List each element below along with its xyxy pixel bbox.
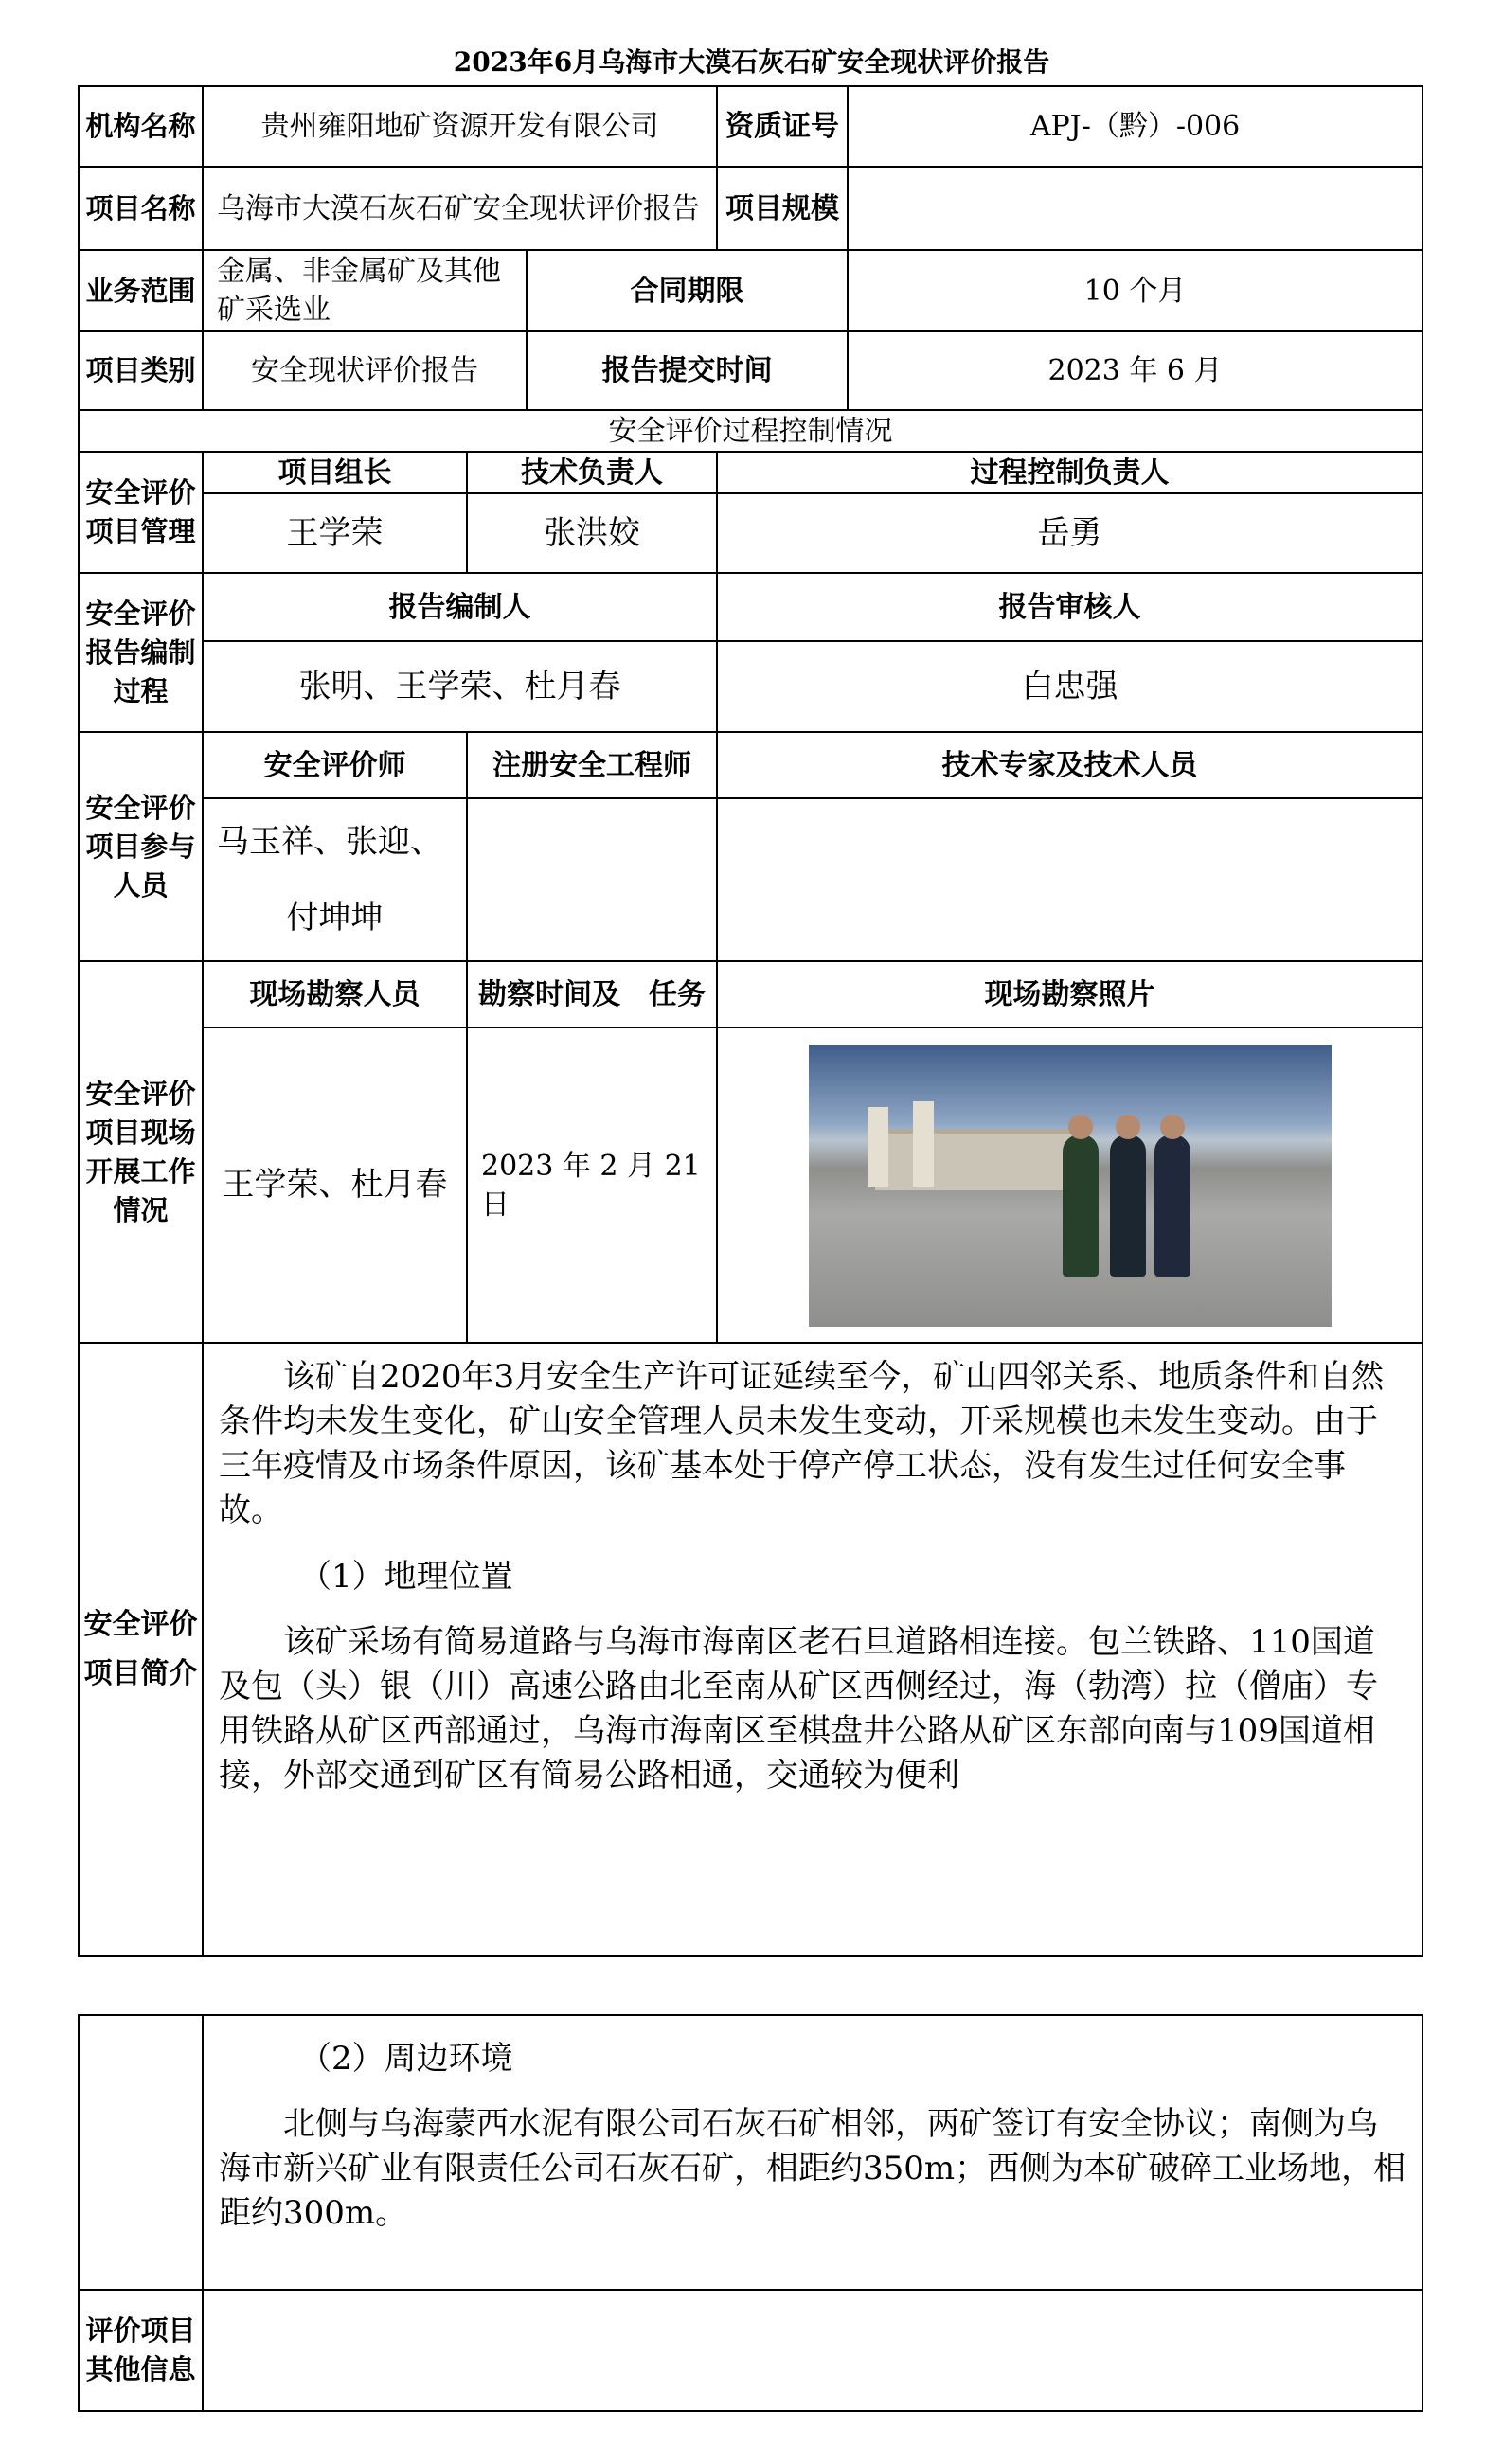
time-value: 2023 年 2 月 21 日 bbox=[467, 1027, 717, 1343]
compilation-label: 安全评价报告编制过程 bbox=[79, 573, 203, 732]
other-info-value bbox=[203, 2290, 1422, 2411]
scale-value bbox=[848, 167, 1422, 250]
intro-body bbox=[203, 1343, 1422, 1956]
engineer-value bbox=[467, 798, 717, 961]
report-table-main bbox=[78, 85, 1423, 1957]
site-label: 安全评价项目现场开展工作情况 bbox=[79, 961, 203, 1343]
staff-value: 王学荣、杜月春 bbox=[203, 1027, 467, 1343]
control-lead-value: 岳勇 bbox=[717, 493, 1422, 573]
intro-heading-environment: （2）周边环境 bbox=[299, 2040, 513, 2078]
engineer-label: 注册安全工程师 bbox=[467, 732, 717, 798]
photo-cell bbox=[717, 1027, 1422, 1343]
evaluator-label: 安全评价师 bbox=[203, 732, 467, 798]
cert-label: 资质证号 bbox=[717, 86, 848, 167]
tech-lead-value: 张洪姣 bbox=[467, 493, 717, 573]
intro-paragraph-1: 该矿自2020年3月安全生产许可证延续至今，矿山四邻关系、地质条件和自然条件均未发生变化，矿山安全管理人员未发生变动，开采规模也未发生变动。由于三年疫情及市场条件原因，该矿基本处于停产停工状态，没有发生过任何安全事故。 bbox=[219, 1358, 1385, 1529]
tech-lead-label: 技术负责人 bbox=[467, 452, 717, 493]
evaluator-value bbox=[203, 798, 467, 961]
evaluator-line-1: 马玉祥、张迎、 bbox=[217, 823, 442, 861]
other-info-label: 评价项目其他信息 bbox=[79, 2290, 203, 2411]
author-value: 张明、王学荣、杜月春 bbox=[203, 641, 717, 732]
reviewer-value: 白忠强 bbox=[717, 641, 1422, 732]
evaluator-line-2: 付坤坤 bbox=[286, 899, 384, 937]
intro-paragraph-2: 该矿采场有简易道路与乌海市海南区老石旦道路相连接。包兰铁路、110国道及包（头）银（川）高速公路由北至南从矿区西侧经过，海（勃湾）拉（僧庙）专用铁路从矿区西部通过，乌海市海南区至棋盘井公路从矿区东部向南与109国道相接，外部交通到矿区有简易公路相通，交通较为便利 bbox=[219, 1623, 1378, 1794]
leader-value: 王学荣 bbox=[203, 493, 467, 573]
expert-label: 技术专家及技术人员 bbox=[717, 732, 1422, 798]
process-header: 安全评价过程控制情况 bbox=[79, 410, 1422, 452]
intro-heading-location: （1）地理位置 bbox=[299, 1558, 513, 1596]
intro-paragraph-3: 北侧与乌海蒙西水泥有限公司石灰石矿相邻，两矿签订有安全协议；南侧为乌海市新兴矿业有限责任公司石灰石矿，相距约350m；西侧为本矿破碎工业场地，相距约300m。 bbox=[219, 2105, 1406, 2232]
scale-label: 项目规模 bbox=[717, 167, 848, 250]
photo-label: 现场勘察照片 bbox=[717, 961, 1422, 1027]
project-value: 乌海市大漠石灰石矿安全现状评价报告 bbox=[203, 167, 717, 250]
environment-body bbox=[203, 2015, 1422, 2290]
cert-value: APJ-（黔）-006 bbox=[848, 86, 1422, 167]
participants-label: 安全评价项目参与人员 bbox=[79, 732, 203, 961]
org-label: 机构名称 bbox=[79, 86, 203, 167]
submit-value: 2023 年 6 月 bbox=[848, 331, 1422, 410]
org-value: 贵州雍阳地矿资源开发有限公司 bbox=[203, 86, 717, 167]
type-label: 项目类别 bbox=[79, 331, 203, 410]
site-photo bbox=[809, 1045, 1332, 1327]
leader-label: 项目组长 bbox=[203, 452, 467, 493]
control-lead-label: 过程控制负责人 bbox=[717, 452, 1422, 493]
management-label: 安全评价项目管理 bbox=[79, 452, 203, 573]
project-label: 项目名称 bbox=[79, 167, 203, 250]
contract-label: 合同期限 bbox=[527, 250, 848, 331]
submit-label: 报告提交时间 bbox=[527, 331, 848, 410]
time-label: 勘察时间及 任务 bbox=[467, 961, 717, 1027]
contract-value: 10 个月 bbox=[848, 250, 1422, 331]
report-table-continued bbox=[78, 2014, 1423, 2412]
scope-value: 金属、非金属矿及其他矿采选业 bbox=[203, 250, 527, 331]
intro-label: 安全评价项目简介 bbox=[79, 1343, 203, 1956]
reviewer-label: 报告审核人 bbox=[717, 573, 1422, 641]
document-title: 2023年6月乌海市大漠石灰石矿安全现状评价报告 bbox=[453, 46, 1050, 78]
staff-label: 现场勘察人员 bbox=[203, 961, 467, 1027]
scope-label: 业务范围 bbox=[79, 250, 203, 331]
type-value: 安全现状评价报告 bbox=[203, 331, 527, 410]
expert-value bbox=[717, 798, 1422, 961]
author-label: 报告编制人 bbox=[203, 573, 717, 641]
continued-label-cell bbox=[79, 2015, 203, 2290]
